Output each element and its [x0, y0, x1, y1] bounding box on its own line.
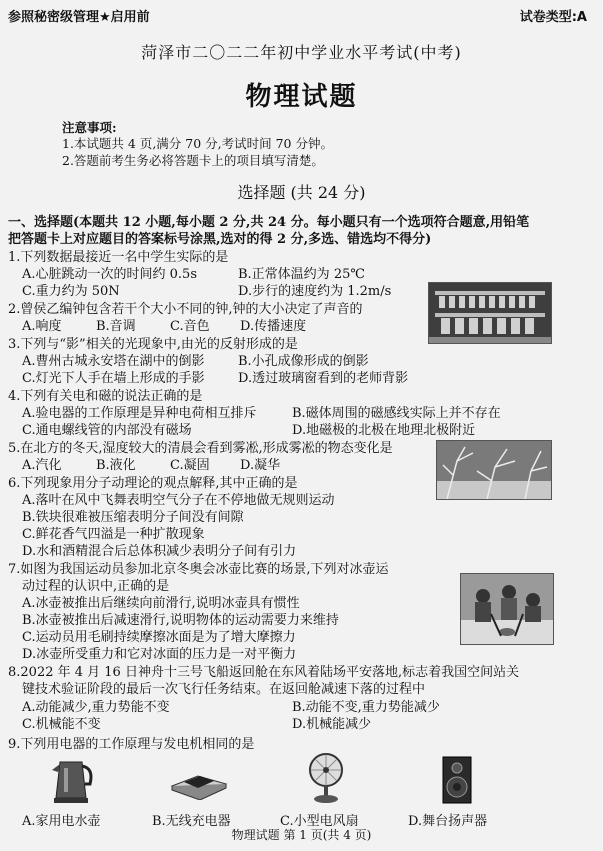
question-6-option-d: D.水和酒精混合后总体积减少表明分子间有引力: [22, 544, 297, 559]
question-8-stem-line-2: 键技术验证阶段的最后一次飞行任务结束。在返回舱减速下落的过程中: [22, 682, 426, 697]
notes-heading: 注意事项:: [62, 120, 117, 135]
question-9-option-d: D.舞台扬声器: [408, 814, 488, 829]
question-2-option-b: B.音调: [96, 319, 136, 334]
rime-frost-photo: [436, 440, 552, 500]
question-2-option-a: A.响度: [22, 319, 62, 334]
question-5-option-a: A.汽化: [22, 458, 62, 473]
paper-type-label: 试卷类型:A: [519, 10, 587, 25]
note-item-1: 1.本试题共 4 页,满分 70 分,考试时间 70 分钟。: [62, 136, 333, 151]
question-7-stem-line-2: 动过程的认识中,正确的是: [22, 579, 170, 594]
question-7-option-a: A.冰壶被推出后继续向前滑行,说明冰壶具有惯性: [22, 596, 300, 611]
question-1-option-c: C.重力约为 50N: [22, 284, 120, 299]
exam-title: 菏泽市二〇二二年初中学业水平考试(中考): [141, 43, 462, 62]
question-6-stem: 6.下列现象用分子动理论的观点解释,其中正确的是: [8, 476, 298, 491]
question-8-option-a: A.动能减少,重力势能不变: [22, 700, 170, 715]
question-9-option-a: A.家用电水壶: [22, 814, 101, 829]
question-7-option-d: D.冰壶所受重力和它对冰面的压力是一对平衡力: [22, 647, 297, 662]
subject-title: 物理试题: [245, 82, 358, 112]
curling-photo: [460, 573, 554, 645]
question-8-option-d: D.机械能减少: [292, 717, 372, 732]
question-3-stem: 3.下列与“影”相关的光现象中,由光的反射形成的是: [8, 337, 298, 352]
question-5-option-c: C.凝固: [170, 458, 210, 473]
electric-fan-image: [306, 752, 346, 804]
question-4-option-b: B.磁体周围的磁感线实际上并不存在: [292, 406, 501, 421]
question-4-option-c: C.通电螺线管的内部没有磁场: [22, 423, 192, 438]
question-3-option-b: B.小孔成像形成的倒影: [238, 354, 369, 369]
question-7-option-b: B.冰壶被推出后减速滑行,说明物体的运动需要力来维持: [22, 613, 339, 628]
question-3-option-c: C.灯光下人手在墙上形成的手影: [22, 371, 205, 386]
question-7-option-c: C.运动员用毛刷持续摩擦冰面是为了增大摩擦力: [22, 630, 296, 645]
question-8-option-c: C.机械能不变: [22, 717, 101, 732]
question-7-stem-line-1: 7.如图为我国运动员参加北京冬奥会冰壶比赛的场景,下列对冰壶运: [8, 562, 389, 577]
question-1-option-b: B.正常体温约为 25℃: [238, 267, 365, 282]
question-6-option-a: A.落叶在风中飞舞表明空气分子在不停地做无规则运动: [22, 493, 335, 508]
wireless-charger-image: [168, 764, 230, 800]
bianzhong-bells-photo: [428, 282, 552, 344]
question-2-option-c: C.音色: [170, 319, 210, 334]
question-5-stem: 5.在北方的冬天,湿度较大的清晨会看到雾凇,形成雾凇的物态变化是: [8, 441, 393, 456]
question-1-option-d: D.步行的速度约为 1.2m/s: [238, 284, 392, 299]
confidential-label: 参照秘密级管理★启用前: [8, 10, 150, 25]
question-4-option-a: A.验电器的工作原理是异种电荷相互排斥: [22, 406, 257, 421]
question-9-stem: 9.下列用电器的工作原理与发电机相同的是: [8, 737, 255, 752]
question-6-option-b: B.铁块很难被压缩表明分子间没有间隙: [22, 510, 244, 525]
note-item-2: 2.答题前考生务必将答题卡上的项目填写清楚。: [62, 153, 324, 168]
question-8-stem-line-1: 8.2022 年 4 月 16 日神舟十三号飞船返回舱在东风着陆场平安落地,标志着我国空间站关: [8, 665, 520, 680]
electric-kettle-image: [50, 754, 96, 804]
stage-speaker-image: [442, 756, 472, 804]
question-3-option-a: A.曹州古城永安塔在湖中的倒影: [22, 354, 205, 369]
question-1-option-a: A.心脏跳动一次的时间约 0.5s: [22, 267, 197, 282]
question-5-option-b: B.液化: [96, 458, 136, 473]
question-4-option-d: D.地磁极的北极在地理北极附近: [292, 423, 476, 438]
instructions-line-1: 一、选择题(本题共 12 小题,每小题 2 分,共 24 分。每小题只有一个选项符合题意,用铅笔: [8, 215, 530, 230]
question-5-option-d: D.凝华: [240, 458, 281, 473]
page-footer: 物理试题 第 1 页(共 4 页): [231, 828, 372, 842]
question-8-option-b: B.动能不变,重力势能减少: [292, 700, 440, 715]
question-3-option-d: D.透过玻璃窗看到的老师背影: [238, 371, 409, 386]
question-9-option-b: B.无线充电器: [152, 814, 231, 829]
question-1-stem: 1.下列数据最接近一名中学生实际的是: [8, 250, 229, 265]
section-title: 选择题 (共 24 分): [237, 183, 366, 202]
question-2-option-d: D.传播速度: [240, 319, 307, 334]
question-4-stem: 4.下列有关电和磁的说法正确的是: [8, 389, 203, 404]
question-2-stem: 2.曾侯乙编钟包含若干个大小不同的钟,钟的大小决定了声音的: [8, 302, 363, 317]
question-6-option-c: C.鲜花香气四溢是一种扩散现象: [22, 527, 205, 542]
instructions-line-2: 把答题卡上对应题目的答案标号涂黑,选对的得 2 分,多选、错选均不得分): [8, 232, 432, 247]
question-9-option-c: C.小型电风扇: [280, 814, 359, 829]
